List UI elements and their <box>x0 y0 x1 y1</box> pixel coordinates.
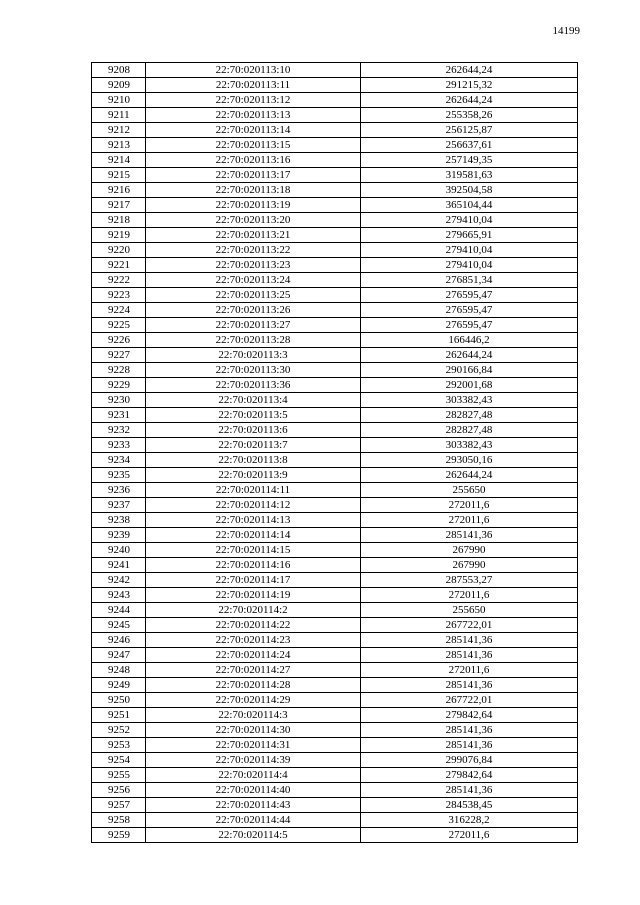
cadastral-number-cell: 22:70:020113:28 <box>146 333 361 348</box>
cadastral-number-cell: 22:70:020114:28 <box>146 678 361 693</box>
cadastral-number-cell: 22:70:020114:29 <box>146 693 361 708</box>
table-row <box>92 738 578 753</box>
row-number-cell: 9231 <box>92 408 146 423</box>
row-number-cell: 9224 <box>92 303 146 318</box>
value-cell: 262644,24 <box>361 63 578 78</box>
value-cell: 285141,36 <box>361 528 578 543</box>
cadastral-number-cell: 22:70:020113:22 <box>146 243 361 258</box>
row-number-cell: 9223 <box>92 288 146 303</box>
cadastral-number-cell: 22:70:020113:3 <box>146 348 361 363</box>
value-cell: 319581,63 <box>361 168 578 183</box>
table-row <box>92 573 578 588</box>
cadastral-number-cell: 22:70:020114:15 <box>146 543 361 558</box>
row-number-cell: 9212 <box>92 123 146 138</box>
row-number-cell: 9216 <box>92 183 146 198</box>
value-cell: 365104,44 <box>361 198 578 213</box>
table-row <box>92 333 578 348</box>
row-number-cell: 9210 <box>92 93 146 108</box>
value-cell: 262644,24 <box>361 93 578 108</box>
table-row <box>92 378 578 393</box>
cadastral-number-cell: 22:70:020113:14 <box>146 123 361 138</box>
cadastral-number-cell: 22:70:020114:39 <box>146 753 361 768</box>
value-cell: 255650 <box>361 603 578 618</box>
cadastral-number-cell: 22:70:020113:5 <box>146 408 361 423</box>
value-cell: 285141,36 <box>361 723 578 738</box>
table-row <box>92 393 578 408</box>
value-cell: 284538,45 <box>361 798 578 813</box>
cadastral-number-cell: 22:70:020113:13 <box>146 108 361 123</box>
value-cell: 303382,43 <box>361 438 578 453</box>
value-cell: 282827,48 <box>361 408 578 423</box>
table-row <box>92 603 578 618</box>
table-row <box>92 708 578 723</box>
row-number-cell: 9235 <box>92 468 146 483</box>
row-number-cell: 9252 <box>92 723 146 738</box>
row-number-cell: 9257 <box>92 798 146 813</box>
cadastral-number-cell: 22:70:020114:3 <box>146 708 361 723</box>
value-cell: 276595,47 <box>361 318 578 333</box>
value-cell: 276595,47 <box>361 303 578 318</box>
table-row <box>92 408 578 423</box>
table-row <box>92 198 578 213</box>
table-row <box>92 648 578 663</box>
row-number-cell: 9215 <box>92 168 146 183</box>
row-number-cell: 9211 <box>92 108 146 123</box>
table-row <box>92 828 578 843</box>
cadastral-number-cell: 22:70:020113:24 <box>146 273 361 288</box>
value-cell: 272011,6 <box>361 828 578 843</box>
cadastral-number-cell: 22:70:020114:17 <box>146 573 361 588</box>
value-cell: 267722,01 <box>361 618 578 633</box>
table-row <box>92 813 578 828</box>
table-row <box>92 153 578 168</box>
cadastral-number-cell: 22:70:020113:25 <box>146 288 361 303</box>
table-row <box>92 438 578 453</box>
value-cell: 256125,87 <box>361 123 578 138</box>
table-row <box>92 753 578 768</box>
table-row <box>92 63 578 78</box>
row-number-cell: 9253 <box>92 738 146 753</box>
row-number-cell: 9228 <box>92 363 146 378</box>
cadastral-number-cell: 22:70:020113:11 <box>146 78 361 93</box>
value-cell: 262644,24 <box>361 348 578 363</box>
table-row <box>92 78 578 93</box>
value-cell: 255650 <box>361 483 578 498</box>
cadastral-number-cell: 22:70:020113:6 <box>146 423 361 438</box>
row-number-cell: 9218 <box>92 213 146 228</box>
table-row <box>92 213 578 228</box>
row-number-cell: 9256 <box>92 783 146 798</box>
value-cell: 272011,6 <box>361 513 578 528</box>
cadastral-number-cell: 22:70:020114:4 <box>146 768 361 783</box>
row-number-cell: 9239 <box>92 528 146 543</box>
cadastral-number-cell: 22:70:020114:27 <box>146 663 361 678</box>
cadastral-number-cell: 22:70:020114:13 <box>146 513 361 528</box>
value-cell: 392504,58 <box>361 183 578 198</box>
cadastral-number-cell: 22:70:020113:9 <box>146 468 361 483</box>
cadastral-number-cell: 22:70:020113:12 <box>146 93 361 108</box>
cadastral-number-cell: 22:70:020113:27 <box>146 318 361 333</box>
value-cell: 285141,36 <box>361 648 578 663</box>
table-row <box>92 168 578 183</box>
value-cell: 290166,84 <box>361 363 578 378</box>
cadastral-number-cell: 22:70:020114:22 <box>146 618 361 633</box>
value-cell: 285141,36 <box>361 783 578 798</box>
table-row <box>92 498 578 513</box>
cadastral-number-cell: 22:70:020113:19 <box>146 198 361 213</box>
table-row <box>92 93 578 108</box>
table-row <box>92 273 578 288</box>
table-row <box>92 663 578 678</box>
table-row <box>92 468 578 483</box>
table-row <box>92 588 578 603</box>
cadastral-number-cell: 22:70:020114:30 <box>146 723 361 738</box>
table-row <box>92 288 578 303</box>
table-row <box>92 678 578 693</box>
cadastral-number-cell: 22:70:020114:44 <box>146 813 361 828</box>
row-number-cell: 9208 <box>92 63 146 78</box>
value-cell: 267990 <box>361 558 578 573</box>
cadastral-number-cell: 22:70:020113:20 <box>146 213 361 228</box>
table-row <box>92 258 578 273</box>
value-cell: 299076,84 <box>361 753 578 768</box>
cadastral-number-cell: 22:70:020113:23 <box>146 258 361 273</box>
value-cell: 293050,16 <box>361 453 578 468</box>
row-number-cell: 9242 <box>92 573 146 588</box>
row-number-cell: 9209 <box>92 78 146 93</box>
value-cell: 279665,91 <box>361 228 578 243</box>
value-cell: 276595,47 <box>361 288 578 303</box>
row-number-cell: 9245 <box>92 618 146 633</box>
cadastral-number-cell: 22:70:020113:8 <box>146 453 361 468</box>
table-row <box>92 783 578 798</box>
row-number-cell: 9227 <box>92 348 146 363</box>
value-cell: 285141,36 <box>361 678 578 693</box>
row-number-cell: 9240 <box>92 543 146 558</box>
table-row <box>92 423 578 438</box>
row-number-cell: 9214 <box>92 153 146 168</box>
cadastral-number-cell: 22:70:020113:7 <box>146 438 361 453</box>
table-row <box>92 318 578 333</box>
cadastral-number-cell: 22:70:020113:15 <box>146 138 361 153</box>
cadastral-number-cell: 22:70:020113:18 <box>146 183 361 198</box>
value-cell: 256637,61 <box>361 138 578 153</box>
row-number-cell: 9251 <box>92 708 146 723</box>
table-row <box>92 123 578 138</box>
row-number-cell: 9241 <box>92 558 146 573</box>
table-row <box>92 693 578 708</box>
cadastral-number-cell: 22:70:020113:17 <box>146 168 361 183</box>
cadastral-number-cell: 22:70:020113:16 <box>146 153 361 168</box>
cadastral-number-cell: 22:70:020114:40 <box>146 783 361 798</box>
row-number-cell: 9219 <box>92 228 146 243</box>
page-number: 14199 <box>552 25 580 37</box>
table-row <box>92 768 578 783</box>
row-number-cell: 9221 <box>92 258 146 273</box>
value-cell: 287553,27 <box>361 573 578 588</box>
table-row <box>92 798 578 813</box>
cadastral-value-table <box>91 62 578 843</box>
row-number-cell: 9236 <box>92 483 146 498</box>
value-cell: 272011,6 <box>361 498 578 513</box>
table-row <box>92 363 578 378</box>
table-body <box>92 63 578 843</box>
row-number-cell: 9230 <box>92 393 146 408</box>
value-cell: 279410,04 <box>361 258 578 273</box>
row-number-cell: 9258 <box>92 813 146 828</box>
row-number-cell: 9254 <box>92 753 146 768</box>
row-number-cell: 9225 <box>92 318 146 333</box>
value-cell: 279410,04 <box>361 243 578 258</box>
cadastral-number-cell: 22:70:020113:10 <box>146 63 361 78</box>
cadastral-number-cell: 22:70:020114:16 <box>146 558 361 573</box>
cadastral-number-cell: 22:70:020113:30 <box>146 363 361 378</box>
value-cell: 292001,68 <box>361 378 578 393</box>
row-number-cell: 9255 <box>92 768 146 783</box>
value-cell: 279842,64 <box>361 708 578 723</box>
row-number-cell: 9243 <box>92 588 146 603</box>
cadastral-number-cell: 22:70:020113:21 <box>146 228 361 243</box>
row-number-cell: 9213 <box>92 138 146 153</box>
table-row <box>92 228 578 243</box>
value-cell: 255358,26 <box>361 108 578 123</box>
value-cell: 272011,6 <box>361 588 578 603</box>
table-row <box>92 138 578 153</box>
value-cell: 316228,2 <box>361 813 578 828</box>
row-number-cell: 9226 <box>92 333 146 348</box>
table-row <box>92 303 578 318</box>
cadastral-number-cell: 22:70:020113:36 <box>146 378 361 393</box>
row-number-cell: 9232 <box>92 423 146 438</box>
value-cell: 285141,36 <box>361 633 578 648</box>
table-row <box>92 108 578 123</box>
cadastral-number-cell: 22:70:020114:24 <box>146 648 361 663</box>
table-row <box>92 528 578 543</box>
table-row <box>92 633 578 648</box>
row-number-cell: 9234 <box>92 453 146 468</box>
table-row <box>92 618 578 633</box>
row-number-cell: 9246 <box>92 633 146 648</box>
value-cell: 166446,2 <box>361 333 578 348</box>
row-number-cell: 9259 <box>92 828 146 843</box>
row-number-cell: 9233 <box>92 438 146 453</box>
table-row <box>92 453 578 468</box>
value-cell: 303382,43 <box>361 393 578 408</box>
row-number-cell: 9229 <box>92 378 146 393</box>
row-number-cell: 9220 <box>92 243 146 258</box>
cadastral-number-cell: 22:70:020114:2 <box>146 603 361 618</box>
value-cell: 279842,64 <box>361 768 578 783</box>
value-cell: 257149,35 <box>361 153 578 168</box>
cadastral-number-cell: 22:70:020114:14 <box>146 528 361 543</box>
cadastral-number-cell: 22:70:020114:31 <box>146 738 361 753</box>
cadastral-number-cell: 22:70:020113:26 <box>146 303 361 318</box>
table-row <box>92 183 578 198</box>
row-number-cell: 9237 <box>92 498 146 513</box>
table-row <box>92 513 578 528</box>
row-number-cell: 9249 <box>92 678 146 693</box>
cadastral-number-cell: 22:70:020114:19 <box>146 588 361 603</box>
row-number-cell: 9244 <box>92 603 146 618</box>
row-number-cell: 9248 <box>92 663 146 678</box>
cadastral-number-cell: 22:70:020114:23 <box>146 633 361 648</box>
table-row <box>92 348 578 363</box>
table-row <box>92 723 578 738</box>
value-cell: 262644,24 <box>361 468 578 483</box>
value-cell: 279410,04 <box>361 213 578 228</box>
cadastral-number-cell: 22:70:020114:5 <box>146 828 361 843</box>
value-cell: 267722,01 <box>361 693 578 708</box>
row-number-cell: 9222 <box>92 273 146 288</box>
value-cell: 282827,48 <box>361 423 578 438</box>
row-number-cell: 9238 <box>92 513 146 528</box>
table-row <box>92 483 578 498</box>
table-row <box>92 558 578 573</box>
row-number-cell: 9250 <box>92 693 146 708</box>
value-cell: 276851,34 <box>361 273 578 288</box>
row-number-cell: 9247 <box>92 648 146 663</box>
cadastral-number-cell: 22:70:020114:12 <box>146 498 361 513</box>
cadastral-number-cell: 22:70:020114:11 <box>146 483 361 498</box>
value-cell: 285141,36 <box>361 738 578 753</box>
value-cell: 267990 <box>361 543 578 558</box>
table-row <box>92 543 578 558</box>
cadastral-number-cell: 22:70:020114:43 <box>146 798 361 813</box>
value-cell: 272011,6 <box>361 663 578 678</box>
table-row <box>92 243 578 258</box>
row-number-cell: 9217 <box>92 198 146 213</box>
cadastral-number-cell: 22:70:020113:4 <box>146 393 361 408</box>
value-cell: 291215,32 <box>361 78 578 93</box>
